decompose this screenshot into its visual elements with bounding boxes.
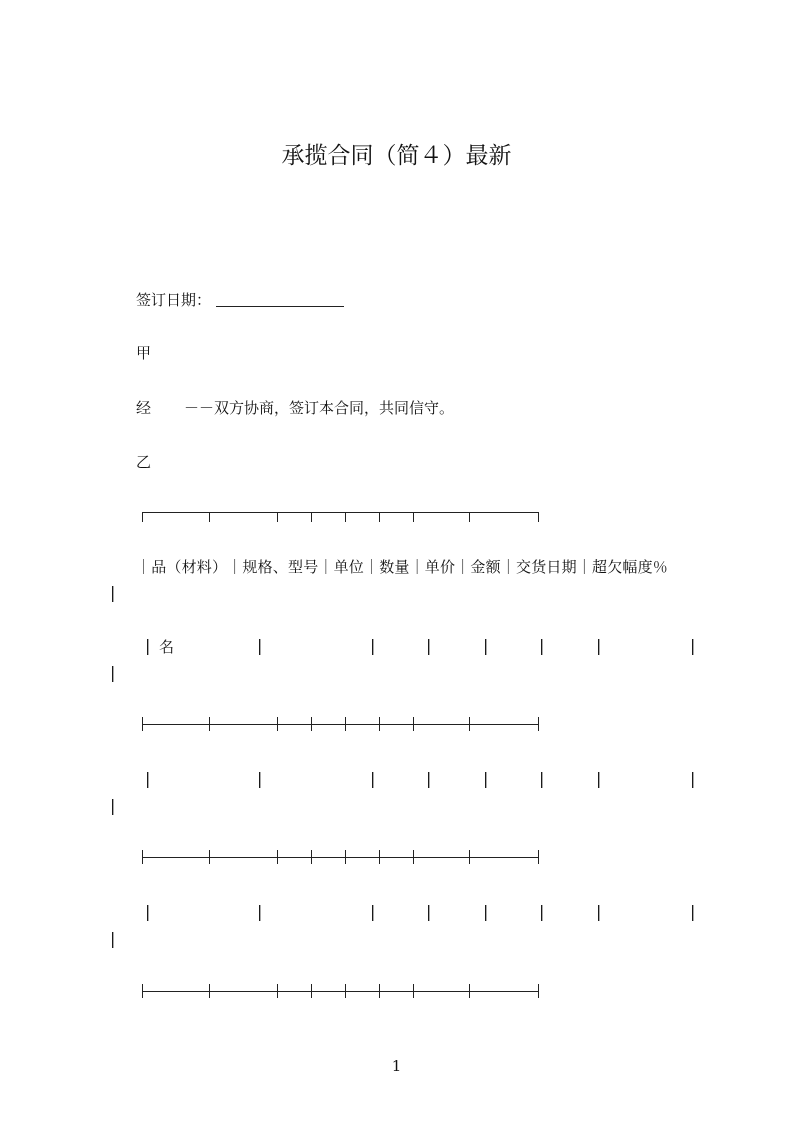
document-title: 承揽合同（简４）最新 xyxy=(281,143,512,169)
page-number: 1 xyxy=(391,1057,402,1075)
sign-date-blank xyxy=(216,306,344,307)
header-wrap-bar: | xyxy=(110,583,116,602)
table-header-row: ｜品（材料）｜规格、型号｜单位｜数量｜单价｜金额｜交货日期｜超欠幅度％ xyxy=(136,558,669,576)
name-label: 名 xyxy=(159,638,175,656)
agreement-text: －－双方协商，签订本合同，共同信守。 xyxy=(184,399,455,417)
party-a-label: 甲 xyxy=(136,344,152,362)
jing-label: 经 xyxy=(136,399,152,417)
party-b-label: 乙 xyxy=(136,453,152,471)
sign-date-label: 签订日期： xyxy=(136,291,212,309)
